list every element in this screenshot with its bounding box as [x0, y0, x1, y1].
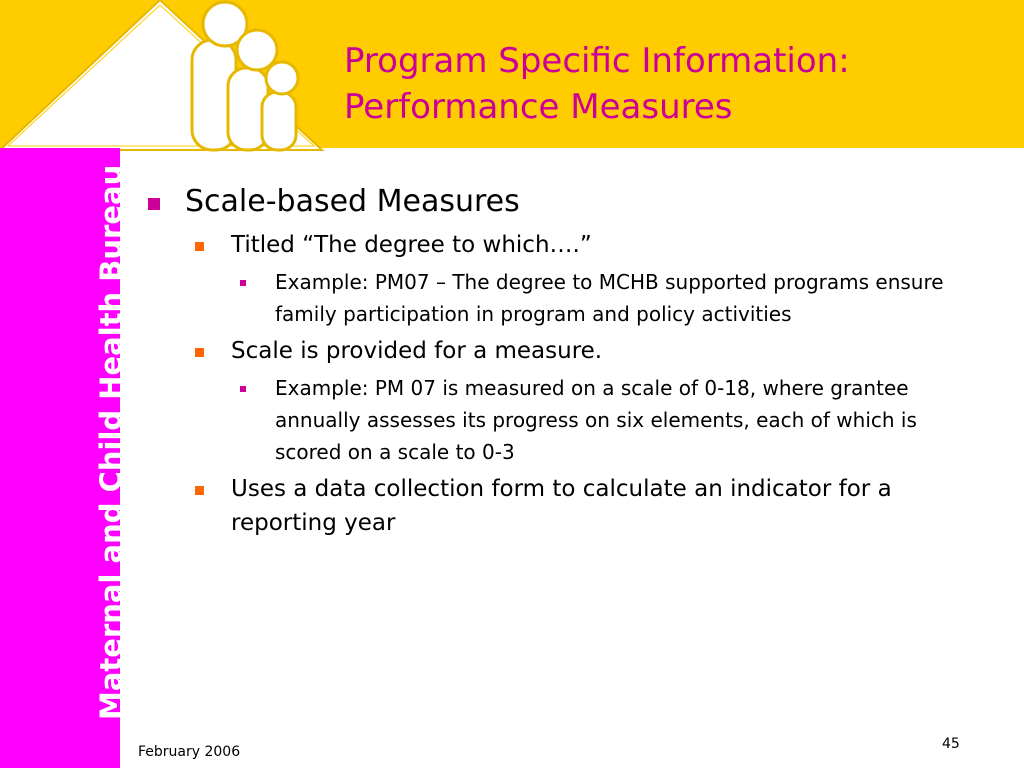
square-bullet-icon [195, 242, 204, 251]
bullet-text: Uses a data collection form to calculate an indicator for a reporting year [231, 476, 892, 536]
bullet-item-level2 [195, 334, 968, 368]
square-bullet-icon [240, 386, 246, 392]
sidebar-vertical-label: Maternal and Child Health Bureau [94, 164, 128, 720]
bullet-text: Example: PM 07 is measured on a scale of 0-18, where grantee annually assesses its progress on six elements, each of which is scored on a scale to 0-3 [275, 376, 917, 464]
bullet-item-level3 [240, 266, 945, 330]
child-figure-head [266, 62, 298, 94]
footer-date: February 2006 [138, 744, 241, 760]
teen-figure-head [237, 30, 277, 70]
slide-number: 45 [942, 736, 960, 752]
slide-title [344, 38, 1014, 130]
square-bullet-icon [195, 486, 204, 495]
square-bullet-icon [148, 198, 160, 210]
bullet-item-level2 [195, 228, 968, 262]
bullet-text: Titled “The degree to which….” [231, 232, 592, 258]
square-bullet-icon [195, 348, 204, 357]
child-figure-body [262, 92, 296, 150]
slide-body [148, 180, 968, 544]
slide-title-line-1: Program Specific Information: [344, 41, 850, 81]
bullet-item-level3 [240, 372, 945, 468]
slide-title-line-2: Performance Measures [344, 87, 733, 127]
square-bullet-icon [240, 280, 246, 286]
bullet-text: Scale-based Measures [185, 184, 520, 219]
bullet-item-level2 [195, 472, 921, 540]
bullet-text: Scale is provided for a measure. [231, 338, 603, 364]
family-house-logo-icon [0, 0, 330, 152]
bullet-text: Example: PM07 – The degree to MCHB supported programs ensure family participation in program and policy activities [275, 270, 944, 326]
bullet-item-level1 [148, 180, 968, 224]
